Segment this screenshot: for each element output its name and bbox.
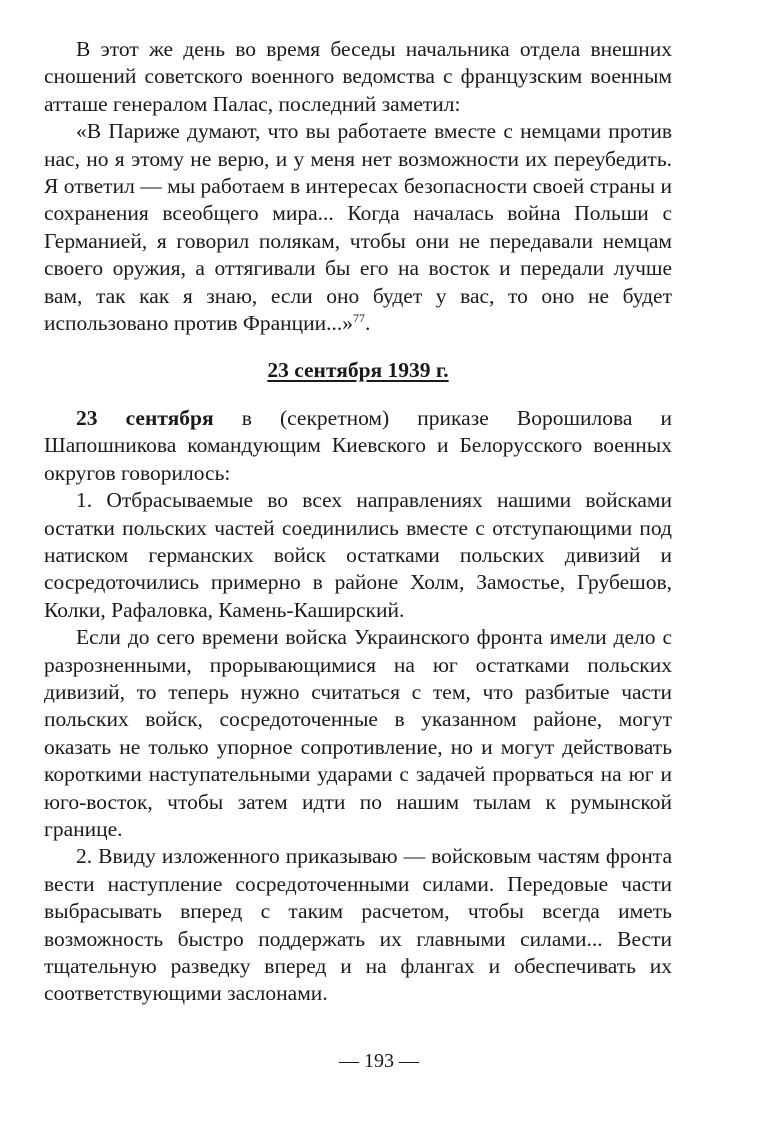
paragraph-quote: «В Париже думают, что вы работаете вместе с немцами против нас, но я этому не верю, и у меня нет возможности их переубедить. Я ответил — мы работаем в интересах безопасности своей страны и сохранения всеобщего мира... Когда началась война Польши с Германией, я говорил полякам, чтобы они не передавали немцам своего оружия, а оттягивали бы его на восток и передали лучше вам, так как я знаю, если оно будет у вас, то оно не будет использовано против Франции...»$^{77}$. xyxy=(44,119,672,336)
date-bold: 23 сентября xyxy=(76,405,214,430)
paragraph-situation: Если до сего времени войска Украинского фронта имели дело с разрозненными, прорывающимися на юг остатками польских дивизий, то теперь нужно считаться с тем, что разбитые части польских войск, сосредоточенные в указанном районе, могут оказать не только упорное сопротивление, но и могут действовать короткими наступательными ударами с задачей прорваться на юг и юго-восток, чтобы затем идти по нашим тылам к румынской границе. xyxy=(44,625,672,841)
quote-text: «В Париже думают, что вы работаете вместе с немцами против нас, но я этому не верю, и у меня нет возможности их переубедить. Я ответил — мы работаем в интересах безопасности своей страны и сохранения всеобщего мира... Когда началась война Польши с Германией, я говорил полякам, чтобы они не передавали немцам своего оружия, а оттягивали бы его на восток и передали лучше вам, так как я знаю, если оно будет у вас, то оно не будет использовано против Франции...» xyxy=(44,119,672,336)
order-intro-text: в (секретном) приказе Ворошилова и Шапошникова командующим Киевского и Белорусского военных округов говорилось: xyxy=(44,405,673,485)
paragraph-point-1: 1. Отбрасываемые во всех направлениях нашими войсками остатки польских частей соединились вместе с отступающими под натиском германских войск остатками польских дивизий и сосредоточились примерно в районе Холм, Замостье, Грубешов, Колки, Рафаловка, Камень-Каширский. xyxy=(44,488,672,622)
page-number: — 193 — xyxy=(339,1050,419,1072)
footnote-marker: 77 xyxy=(353,310,366,325)
paragraph-meeting: В этот же день во время беседы начальника отдела внешних сношений советского военного ведомства с французским военным атташе генералом Палас, последний заметил: xyxy=(44,37,672,116)
paragraph-point-2: 2. Ввиду изложенного приказываю — войсковым частям фронта вести наступление сосредоточенными силами. Передовые части выбрасывать вперед с таким расчетом, чтобы всегда иметь возможность быстро поддержать их главными силами... Вести тщательную разведку вперед и на флангах и обеспечивать их соответствующими заслонами. xyxy=(44,844,672,1006)
section-heading: 23 сентября 1939 г. xyxy=(267,358,449,383)
paragraph-order-intro xyxy=(44,405,672,487)
page-body xyxy=(44,36,672,1008)
